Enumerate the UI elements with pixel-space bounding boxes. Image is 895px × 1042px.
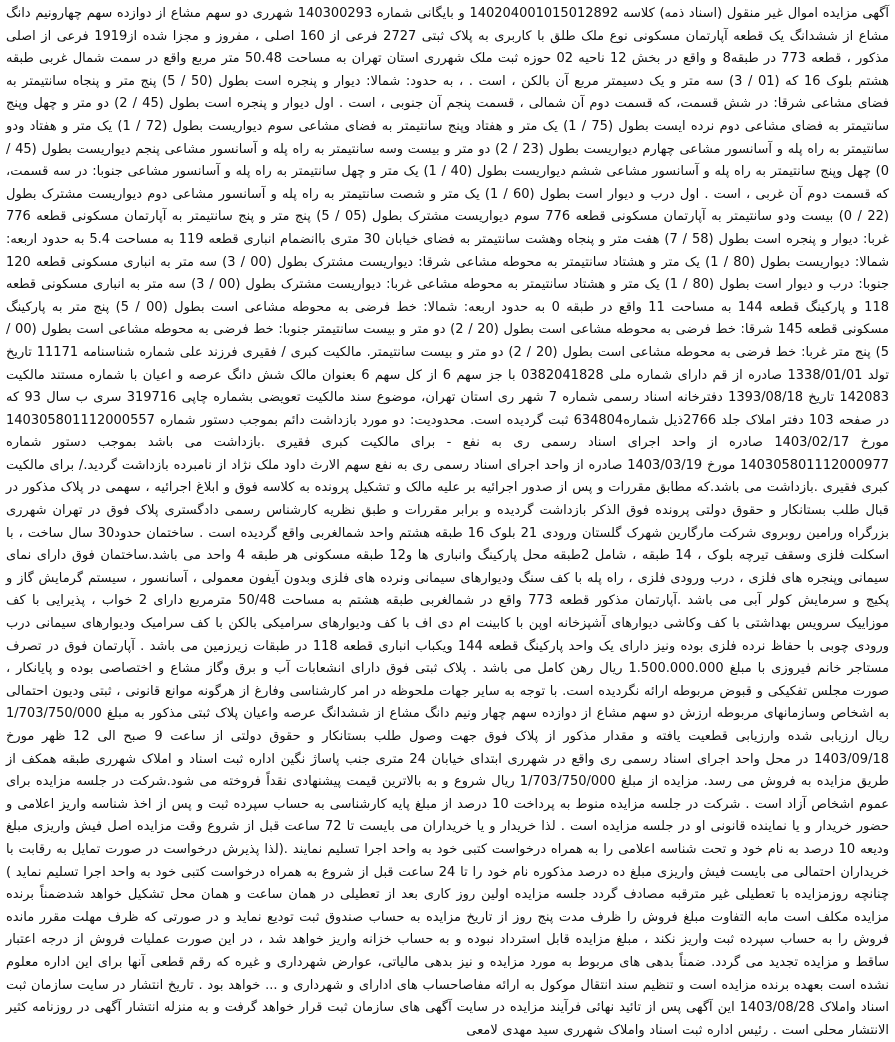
auction-notice-text: آگهی مزایده اموال غیر منقول (اسناد ذمه) کلاسه 140204001015012892 و بایگانی شماره 140300293 شهرری دو سهم مشاع از دوازده سهم چهارونیم دانگ مشاع از ششدانگ یک قطعه آپارتمان مسکونی نوع ملک طلق با کاربری به پلاک ثبتی 2727 فرعی از 160 اصلی ، مفروز و مجزا شده از1919 فرعی از اصلی مذکور ، قطعه 773 در طبقه8 و واقع در بخش 12 ناحیه 02 حوزه ثبت ملک شهرری استان تهران به مساحت 50.48 متر مربع واقع در سمت شمال غربی طبقه هشتم بلوک 16 که (01 / 3) سه متر و یک دسیمتر مربع آن بالکن ، است . ، به حدود: شمالا: دیوار و پنجره است بطول (50 / 5) پنج متر و پنجاه سانتیمتر به فضای مشاعی شرقا: در شش قسمت، که قسمت دوم آن شمالی ، قسمت پنجم آن جنوبی ، است . اول دیوار و پنجره است بطول (45 / 2) دو متر و چهل وپنج سانتیمتر به فضای مشاعی دوم نرده ایست بطول (75 / 1) یک متر و هفتاد وپنج سانتیمتر به فضای مشاعی سوم دیواریست بطول (72 / 1) یک متر و هفتاد ودو سانتیمتر به راه پله و آسانسور مشاعی چهارم دیواریست بطول (23 / 2) دو متر و بیست وسه سانتیمتر به راه پله و آسانسور مشاعی پنجم دیواریست بطول (45 / 0) چهل وپنج سانتیمتر به راه پله و آسانسور مشاعی ششم دیواریست بطول (40 / 1) یک متر و چهل سانتیمتر به راه پله و آسانسور مشاعی جنوبا: در سه قسمت، که قسمت دوم آن غربی ، است . اول درب و دیوار است بطول (60 / 1) یک متر و شصت سانتیمتر به راه پله و آسانسور مشاعی دوم دیواریست مشترک بطول (22 / 0) بیست ودو سانتیمتر به آپارتمان مسکونی قطعه 776 سوم دیواریست مشترک بطول (05 / 5) پنج متر و پنج سانتیمتر به آپارتمان مسکونی قطعه 776 غربا: دیوار و پنجره است بطول (58 / 7) هفت متر و پنجاه وهشت سانتیمتر به فضای خیابان 30 متری باانضمام انباری قطعه 119 به مساحت 5.4 به حدود اربعه: شمالا: دیواریست بطول (80 / 1) یک متر و هشتاد سانتیمتر به محوطه مشاعی شرقا: دیواریست مشترک بطول (00 / 3) سه متر به انباری مسکونی قطعه 120 جنوبا: درب و دیوار است بطول (80 / 1) یک متر و هشتاد سانتیمتر به محوطه مشاعی غربا: دیواریست مشترک بطول (00 / 3) سه متر به انباری مسکونی قطعه 118 و پارکینگ قطعه 144 به مساحت 11 واقع در طبقه 0 به حدود اربعه: شمالا: خط فرضی به محوطه مشاعی است بطول (00 / 5) پنج متر به پارکینگ مسکونی قطعه 145 شرقا: خط فرضی به محوطه مشاعی است بطول (20 / 2) دو متر و بیست سانتیمتر جنوبا: خط فرضی به محوطه مشاعی است بطول (00 / 5) پنج متر غربا: خط فرضی به محوطه مشاعی است بطول (20 / 2) دو متر و بیست سانتیمتر. مالکیت کبری / فقیری فرزند علی شماره شناسنامه 11171 تاریخ تولد 1338/01/01 صادره از قم دارای شماره ملی 0382041828 با جز سهم 6 از کل سهم 6 بعنوان مالک شش دانگ عرصه و اعیان با شماره مستند مالکیت 142083 تاریخ 1393/08/18 دفترخانه اسناد رسمی شماره 7 شهر ری استان تهران، موضوع سند مالکیت تعویضی بشماره چاپی 319716 سری ب سال 93 که در صفحه 103 دفتر املاک جلد 2766ذیل شماره634804 ثبت گردیده است. محدودیت: دو مورد بازداشت دائم بموجب دستور شماره 140305801112000557 مورخ 1403/02/17 صادره از واحد اجرای اسناد رسمی ری به نفع - برای مالکیت کبری فقیری .بازداشت می باشد بموجب دستور شماره 140305801112000977 مورخ 1403/03/19 صادره از واحد اجرای اسناد رسمی ری به نفع سهم الارث داود ملک نژاد از نامبرده بازداشت گردید./ برای مالکیت کبری فقیری .بازداشت می باشد.که مطابق مقررات و پس از صدور اجرائیه بر علیه مالک و تشکیل پرونده به کلاسه فوق و ابلاغ اجرائیه ، سهمی در پلاک مذکور در قبال طلب بستانکار و حقوق دولتی پرونده فوق الذکر بازداشت گردیده و برابر مقررات و طبق نظریه کارشناس رسمی دادگستری پلاک فوق در تهران شهرری بزرگراه ورامین روبروی شرکت مارگارین شهرک گلستان ورودی 21 بلوک 16 طبقه هشتم واحد شمالغربی واقع گردیده است . ساختمان حدود30 سال ساخت ، با اسکلت فلزی وسقف تیرچه بلوک ، 14 طبقه ، شامل 2طبقه محل پارکینگ وانباری ها و12 طبقه مسکونی هر طبقه 4 واحد می باشد.ساختمان فوق دارای نمای سیمانی وپنجره های فلزی ، درب ورودی فلزی ، راه پله با کف سنگ ودیوارهای سیمانی ونرده های فلزی وبدون آیفون معمولی ، آسانسور ، سیستم گرمایش گاز و پکیج و سرمایش کولر آبی می باشد .آپارتمان مذکور قطعه 773 واقع در شمالغربی طبقه هشتم به مساحت 50/48 مترمربع دارای 2 خواب ، پذیرایی با کف موزاییک سرویس بهداشتی با کف وکاشی دیوارهای آشپزخانه اوپن با کابینت ام دی اف با کف ودیوارهای سرامیکی بالکن با کف سرامیک ودیوارهای سیمانی درب ورودی چوبی با حفاظ نرده فلزی بوده ونیز دارای یک واحد پارکینگ قطعه 144 ویکباب انباری قطعه 118 در طبقات زیرزمین می باشد . آپارتمان فوق در تصرف مستاجر خانم فیروزی با مبلغ 1.500.000.000 ریال رهن کامل می باشد . پلاک ثبتی فوق دارای انشعابات آب و برق وگاز مشاع و اختصاصی بوده و پایانکار ، صورت مجلس تفکیکی و قبوض مربوطه ارائه نگردیده است. با توجه به سایر جهات ملحوظه در امر کارشناسی وفارغ از هرگونه موانع قانونی ، ثبتی ودیون احتمالی به اشخاص وسازمانهای مربوطه ارزش دو سهم مشاع از دوازده سهم چهار ونیم دانگ مشاع از ششدانگ عرصه واعیان پلاک ثبتی مذکور به مبلغ 1/703/750/000 ریال ارزیابی شده وارزیابی قطعیت یافته و مقدار مذکور از پلاک فوق جهت وصول طلب بستانکار و حقوق دولتی از ساعت 9 صبح الی 12 ظهر مورخ 1403/09/18 در محل واحد اجرای اسناد رسمی ری واقع در شهرری ابتدای خیابان 24 متری جنب پاساژ نگین اداره ثبت اسناد و املاک شهرری طبقه همکف از طریق مزایده به فروش می رسد. مزایده از مبلغ 1/703/750/000 ریال شروع و به بالاترین قیمت پیشنهادی نقداً فروخته می شود.شرکت در جلسه مزایده برای عموم اشخاص آزاد است . شرکت در جلسه مزایده منوط به پرداخت 10 درصد از مبلغ پایه کارشناسی به حساب سپرده ثبت و پس از اخذ شناسه واریز اعلامی و حضور خریدار و یا نماینده قانونی او در جلسه مزایده است . لذا خریدار و یا خریداران می بایست تا 72 ساعت قبل از شروع وقت مزایده اصل فیش واریزی مبلغ ودیعه 10 درصد به نام خود و تحت شناسه اعلامی را به همراه درخواست کتبی خود به واحد اجرا تسلیم نمایند .(لذا پذیرش درخواست در صورت تمایل به رقابت با خریداران احتمالی می بایست فیش واریزی مبلغ ده درصد مذکوره نام خود را تا 24 ساعت قبل از شروع به همراه درخواست کتبی خود به واحد اجرا تسلیم نماید ) چنانچه روزمزایده با تعطیلی غیر مترقبه مصادف گردد جلسه مزایده اولین روز کاری بعد از تعطیلی در همان ساعت و همان محل تشکیل خواهد شدضمناً برنده مزایده مکلف است مابه التفاوت مبلغ فروش را ظرف مدت پنج روز از تاریخ مزایده به حساب صندوق ثبت تودیع نماید و در صورتی که ظرف مهلت مقرر مانده فروش را به حساب سپرده ثبت واریز نکند ، مبلغ مزایده قابل استرداد نبوده و به حساب خزانه واریز خواهد شد ، در این صورت عملیات فروش از درجه اعتبار ساقط و مزایده تجدید می گردد. ضمناً بدهی های مربوط به مورد مزایده و نیز بدهی مالیاتی، عوارض شهرداری و غیره که رقم قطعی آنها برای این اداره معلوم نشده است بعهده برنده مزایده است و تنظیم سند انتقال موکول به ارائه مفاصاحساب های ادارای و شهرداری و ... خواهد بود . تاریخ انتشار در سایت سازمان ثبت اسناد واملاک 1403/08/28 این آگهی پس از تائید نهائی فرآیند مزایده در سایت آگهی های سازمان ثبت قرار خواهد گرفت و به منزله انتشار آگهی در روزنامه کثیر الانتشار محلی است . رئیس اداره ثبت اسناد واملاک شهرری سید مهدی لامعی xyxy=(6,6,890,1038)
